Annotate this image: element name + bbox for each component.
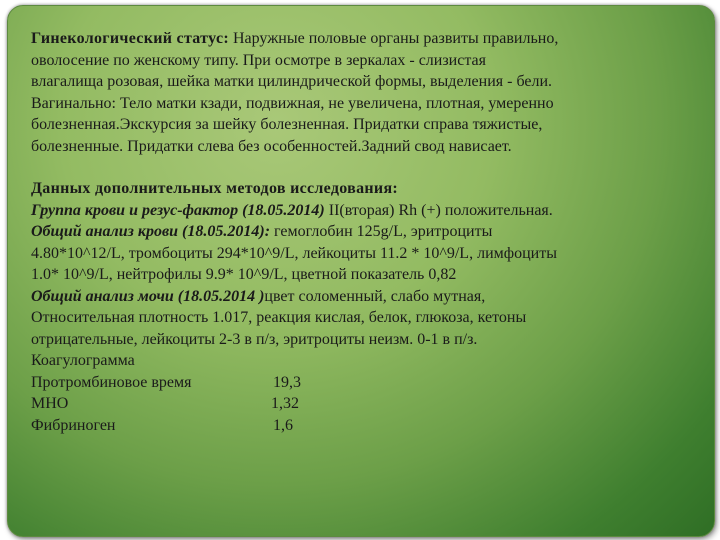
coag-row xyxy=(31,415,671,437)
urine-line: отрицательные, лейкоциты 2-3 в п/з, эритроциты неизм. 0-1 в п/з. xyxy=(31,330,478,348)
additional-methods-block xyxy=(31,178,671,372)
gyn-status-line: Наружные половые органы развиты правильно, xyxy=(228,30,559,47)
cbc-value: гемоглобин 125g/L, эритроциты xyxy=(270,223,493,240)
coag-row-value: 1,6 xyxy=(273,416,293,434)
urine-value: цвет соломенный, слабо мутная, xyxy=(264,287,486,305)
coag-row-label: МНО xyxy=(31,395,69,412)
coag-row-value: 19,3 xyxy=(273,373,301,391)
coag-row xyxy=(31,393,671,415)
urine-label: Общий анализ мочи (18.05.2014 ) xyxy=(31,287,265,305)
coagulogram-title: Коагулограмма xyxy=(31,352,135,369)
gyn-status-line: болезненная.Экскурсия за шейку болезненная. Придатки справа тяжистые, xyxy=(31,116,543,133)
urine-line: Относительная плотность 1.017, реакция кислая, белок, глюкоза, кетоны xyxy=(31,309,527,326)
gyn-status-block xyxy=(31,28,671,157)
gyn-status-heading: Гинекологический статус: xyxy=(31,30,229,47)
cbc-label: Общий анализ крови (18.05.2014): xyxy=(31,223,271,240)
coag-row xyxy=(31,372,671,394)
coag-row-label: Фибриноген xyxy=(31,416,116,434)
slide-content xyxy=(31,28,671,436)
gyn-status-line: оволосение по женскому типу. При осмотре в зеркалах - слизистая xyxy=(31,51,486,69)
blood-group-value: II(вторая) Rh (+) положительная. xyxy=(324,201,553,219)
cbc-line: 4.80*10^12/L, тромбоциты 294*10^9/L, лейкоциты 11.2 * 10^9/L, лимфоциты xyxy=(31,244,557,262)
coag-row-value: 1,32 xyxy=(271,395,299,412)
gyn-status-line: Вагинально: Тело матки кзади, подвижная, не увеличена, плотная, умеренно xyxy=(31,94,554,112)
cbc-line: 1.0* 10^9/L, нейтрофилы 9.9* 10^9/L, цветной показатель 0,82 xyxy=(31,266,457,283)
gyn-status-line: влагалища розовая, шейка матки цилиндрической формы, выделения - бели. xyxy=(31,73,553,90)
paragraph-gap xyxy=(31,157,671,178)
gyn-status-line: болезненные. Придатки слева без особенностей.Задний свод нависает. xyxy=(31,137,512,155)
coag-row-label: Протромбиновое время xyxy=(31,373,192,391)
additional-methods-heading: Данных дополнительных методов исследования: xyxy=(31,180,399,197)
blood-group-label: Группа крови и резус-фактор (18.05.2014) xyxy=(31,201,325,219)
